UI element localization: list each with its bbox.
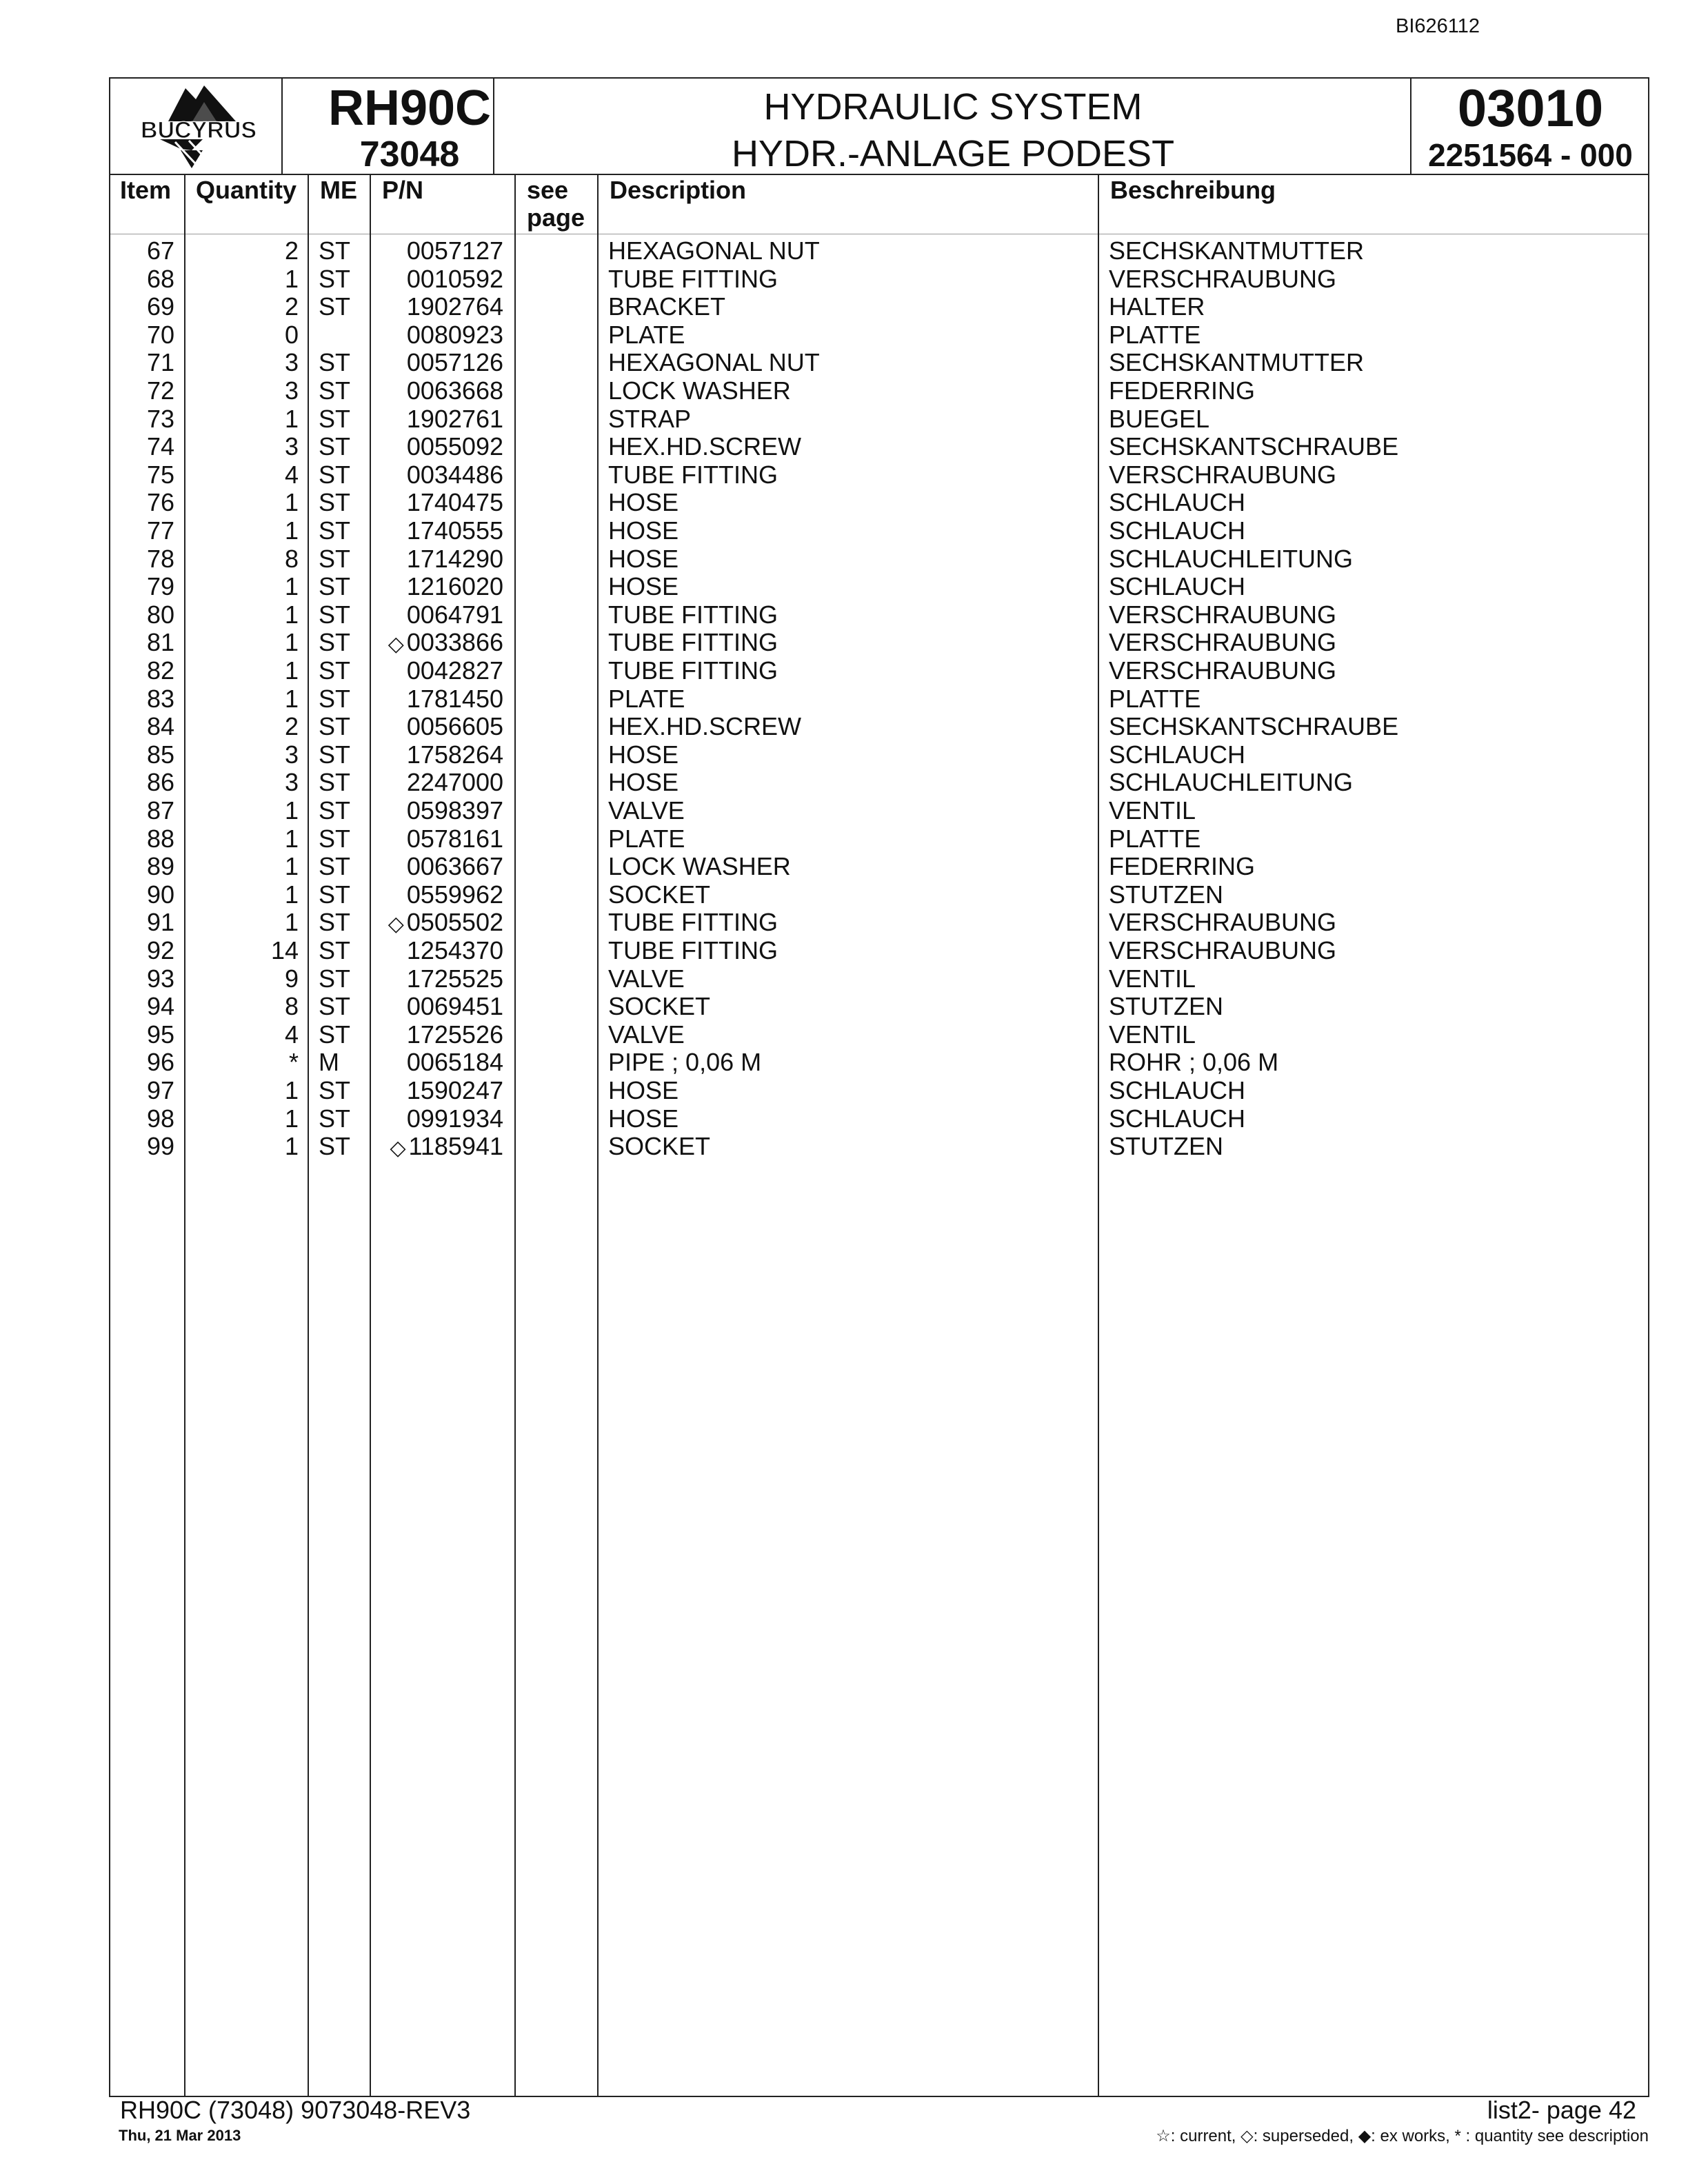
beschreibung-cell: STUTZEN — [1109, 1132, 1223, 1161]
description-cell: LOCK WASHER — [608, 852, 791, 881]
beschreibung-cell: SCHLAUCH — [1109, 1076, 1246, 1104]
table-row — [110, 601, 1648, 629]
item-cell: 90 — [146, 880, 174, 909]
beschreibung-cell: FEDERRING — [1109, 376, 1256, 405]
part-number: 1902764 — [406, 292, 503, 321]
item-cell: 69 — [146, 292, 174, 321]
beschreibung-cell: SCHLAUCH — [1109, 740, 1246, 769]
part-number-cell — [404, 881, 503, 911]
description-cell: TUBE FITTING — [608, 460, 778, 489]
description-cell: STRAP — [608, 404, 692, 433]
table-row — [110, 293, 1648, 321]
unit-cell: ST — [319, 908, 351, 937]
table-row — [110, 713, 1648, 741]
beschreibung-cell: HALTER — [1109, 292, 1205, 321]
item-cell: 77 — [146, 516, 174, 545]
column-header-see: see — [527, 176, 569, 204]
quantity-cell: * — [288, 1048, 299, 1077]
table-row — [110, 797, 1648, 825]
part-number: 0064791 — [406, 600, 503, 629]
unit-cell: ST — [319, 348, 351, 377]
quantity-cell: 1 — [284, 656, 299, 685]
quantity-cell: 8 — [284, 992, 299, 1021]
quantity-cell: 14 — [270, 936, 299, 964]
item-cell: 80 — [146, 600, 174, 629]
item-cell: 75 — [146, 460, 174, 489]
description-cell: HOSE — [608, 572, 679, 601]
table-row — [110, 629, 1648, 657]
footer-date: Thu, 21 Mar 2013 — [119, 2127, 241, 2144]
item-cell: 83 — [146, 684, 174, 713]
part-number-cell — [404, 265, 503, 295]
column-header-me: ME — [320, 176, 357, 204]
part-number: 0559962 — [406, 880, 503, 909]
description-cell: HOSE — [608, 740, 679, 769]
part-number: 0991934 — [406, 1104, 503, 1133]
description-cell: TUBE FITTING — [608, 600, 778, 629]
quantity-cell: 1 — [284, 264, 299, 293]
description-cell: VALVE — [608, 1020, 685, 1049]
footer-document-ref: RH90C (73048) 9073048-REV3 — [120, 2096, 471, 2124]
unit-cell: ST — [319, 292, 351, 321]
unit-cell: ST — [319, 936, 351, 964]
beschreibung-cell: BUEGEL — [1109, 404, 1210, 433]
part-number-cell — [404, 517, 503, 547]
unit-cell: ST — [319, 1104, 351, 1133]
quantity-cell: 1 — [284, 684, 299, 713]
part-number-cell — [404, 405, 503, 435]
part-number: 0055092 — [406, 432, 503, 461]
beschreibung-cell: SCHLAUCH — [1109, 572, 1246, 601]
item-cell: 70 — [146, 320, 174, 349]
table-row — [110, 1133, 1648, 1161]
unit-cell: ST — [319, 880, 351, 909]
part-number-cell — [404, 601, 503, 631]
part-number-cell — [404, 293, 503, 323]
part-number: 0033866 — [406, 628, 503, 657]
item-cell: 91 — [146, 908, 174, 937]
quantity-cell: 3 — [284, 740, 299, 769]
quantity-cell: 3 — [284, 376, 299, 405]
beschreibung-cell: VERSCHRAUBUNG — [1109, 264, 1337, 293]
beschreibung-cell: VERSCHRAUBUNG — [1109, 460, 1337, 489]
unit-cell: ST — [319, 992, 351, 1021]
header-divider — [281, 79, 283, 174]
unit-cell: ST — [319, 656, 351, 685]
description-cell: HOSE — [608, 1104, 679, 1133]
item-cell: 71 — [146, 348, 174, 377]
part-number: 1714290 — [406, 544, 503, 573]
table-row — [110, 769, 1648, 797]
table-row — [110, 1105, 1648, 1133]
part-number-cell — [404, 545, 503, 575]
item-cell: 86 — [146, 768, 174, 797]
table-row — [110, 657, 1648, 685]
description-cell: PLATE — [608, 824, 685, 853]
part-number: 0578161 — [406, 824, 503, 853]
part-number-cell — [404, 461, 503, 491]
unit-cell: ST — [319, 628, 351, 657]
unit-cell: ST — [319, 684, 351, 713]
bucyrus-logo — [120, 81, 277, 171]
beschreibung-cell: SCHLAUCHLEITUNG — [1109, 768, 1354, 797]
item-cell: 98 — [146, 1104, 174, 1133]
beschreibung-cell: VERSCHRAUBUNG — [1109, 656, 1337, 685]
item-cell: 88 — [146, 824, 174, 853]
item-cell: 82 — [146, 656, 174, 685]
title-german: HYDR.-ANLAGE PODEST — [731, 133, 1175, 174]
item-cell: 72 — [146, 376, 174, 405]
table-row — [110, 993, 1648, 1021]
table-row — [110, 825, 1648, 853]
unit-cell: ST — [319, 236, 351, 265]
part-number: 1902761 — [406, 404, 503, 433]
item-cell: 87 — [146, 796, 174, 825]
item-cell: 92 — [146, 936, 174, 964]
part-number-cell — [404, 965, 503, 995]
description-cell: TUBE FITTING — [608, 264, 778, 293]
table-row — [110, 685, 1648, 714]
description-cell: HOSE — [608, 1076, 679, 1104]
beschreibung-cell: SCHLAUCH — [1109, 516, 1246, 545]
quantity-cell: 1 — [284, 572, 299, 601]
part-number-cell — [388, 629, 503, 658]
part-number-cell — [404, 321, 503, 351]
part-number: 0056605 — [406, 712, 503, 741]
quantity-cell: 3 — [284, 348, 299, 377]
description-cell: VALVE — [608, 964, 685, 993]
document-id: BI626112 — [1396, 15, 1480, 37]
part-number-cell — [404, 685, 503, 715]
item-cell: 84 — [146, 712, 174, 741]
item-cell: 95 — [146, 1020, 174, 1049]
table-row — [110, 1021, 1648, 1049]
beschreibung-cell: VENTIL — [1109, 964, 1196, 993]
item-cell: 73 — [146, 404, 174, 433]
column-header-item: Item — [120, 176, 172, 204]
part-number: 0505502 — [406, 908, 503, 937]
description-cell: BRACKET — [608, 292, 726, 321]
part-number: 1216020 — [406, 572, 503, 601]
table-row — [110, 573, 1648, 601]
part-number-cell — [404, 853, 503, 882]
table-row — [110, 909, 1648, 937]
part-number-cell — [404, 237, 503, 267]
description-cell: HOSE — [608, 544, 679, 573]
part-number-cell — [404, 1021, 503, 1051]
model-number: RH90C — [328, 81, 492, 136]
serial-number: 73048 — [359, 134, 460, 174]
part-number: 0042827 — [406, 656, 503, 685]
quantity-cell: 1 — [284, 908, 299, 937]
unit-cell: ST — [319, 404, 351, 433]
part-number: 1185941 — [408, 1132, 503, 1161]
part-number-cell — [404, 349, 503, 378]
part-number: 1725526 — [406, 1020, 503, 1049]
superseded-icon: ◇ — [390, 1137, 406, 1160]
table-row — [110, 377, 1648, 405]
description-cell: TUBE FITTING — [608, 936, 778, 964]
part-reference: 2251564 - 000 — [1428, 137, 1633, 173]
part-number: 0063667 — [406, 852, 503, 881]
description-cell: TUBE FITTING — [608, 656, 778, 685]
table-row — [110, 881, 1648, 909]
table-row — [110, 1049, 1648, 1077]
description-cell: TUBE FITTING — [608, 628, 778, 657]
quantity-cell: 8 — [284, 544, 299, 573]
quantity-cell: 3 — [284, 432, 299, 461]
part-number: 0057126 — [406, 348, 503, 377]
part-number-cell — [390, 1133, 503, 1162]
table-row — [110, 461, 1648, 489]
part-number: 1758264 — [406, 740, 503, 769]
item-cell: 85 — [146, 740, 174, 769]
unit-cell: M — [319, 1048, 339, 1077]
quantity-cell: 1 — [284, 796, 299, 825]
table-row — [110, 349, 1648, 377]
table-row — [110, 965, 1648, 993]
item-cell: 74 — [146, 432, 174, 461]
table-row — [110, 937, 1648, 965]
description-cell: PIPE ; 0,06 M — [608, 1048, 762, 1077]
table-row — [110, 265, 1648, 294]
part-number-cell — [404, 769, 503, 798]
quantity-cell: 1 — [284, 880, 299, 909]
quantity-cell: 1 — [284, 852, 299, 881]
quantity-cell: 1 — [284, 824, 299, 853]
item-cell: 94 — [146, 992, 174, 1021]
item-cell: 68 — [146, 264, 174, 293]
unit-cell: ST — [319, 488, 351, 517]
footer-legend: ☆: current, ◇: superseded, ◆: ex works, * : quantity see description — [1156, 2127, 1649, 2145]
column-header-beschreibung: Beschreibung — [1110, 176, 1276, 204]
part-number-cell — [404, 741, 503, 771]
description-cell: SOCKET — [608, 880, 711, 909]
beschreibung-cell: SECHSKANTSCHRAUBE — [1109, 712, 1399, 741]
table-row — [110, 405, 1648, 434]
column-header-see-page — [527, 176, 585, 232]
description-cell: SOCKET — [608, 992, 711, 1021]
beschreibung-cell: VERSCHRAUBUNG — [1109, 628, 1337, 657]
table-row — [110, 741, 1648, 769]
description-cell: HEX.HD.SCREW — [608, 712, 802, 741]
part-number-cell — [404, 573, 503, 603]
part-number-cell — [404, 1049, 503, 1078]
quantity-cell: 2 — [284, 712, 299, 741]
table-row — [110, 1077, 1648, 1105]
part-number: 1740555 — [406, 516, 503, 545]
beschreibung-cell: VERSCHRAUBUNG — [1109, 600, 1337, 629]
table-row — [110, 517, 1648, 545]
part-number-cell — [404, 433, 503, 463]
part-number: 1254370 — [406, 936, 503, 964]
unit-cell: ST — [319, 740, 351, 769]
beschreibung-cell: PLATTE — [1109, 684, 1201, 713]
part-number-cell — [404, 489, 503, 518]
beschreibung-cell: PLATTE — [1109, 824, 1201, 853]
description-cell: HOSE — [608, 516, 679, 545]
part-number-cell — [404, 1105, 503, 1135]
item-cell: 96 — [146, 1048, 174, 1077]
unit-cell: ST — [319, 768, 351, 797]
description-cell: HEXAGONAL NUT — [608, 236, 820, 265]
beschreibung-cell: VERSCHRAUBUNG — [1109, 936, 1337, 964]
description-cell: PLATE — [608, 320, 685, 349]
table-row — [110, 545, 1648, 574]
description-cell: TUBE FITTING — [608, 908, 778, 937]
part-number-cell — [404, 657, 503, 687]
part-number: 0010592 — [406, 264, 503, 293]
unit-cell: ST — [319, 432, 351, 461]
quantity-cell: 1 — [284, 600, 299, 629]
unit-cell: ST — [319, 572, 351, 601]
item-cell: 89 — [146, 852, 174, 881]
item-cell: 79 — [146, 572, 174, 601]
part-number-cell — [388, 909, 503, 938]
part-number: 2247000 — [406, 768, 503, 797]
column-header-page: page — [527, 203, 585, 232]
part-number: 0080923 — [406, 320, 503, 349]
quantity-cell: 1 — [284, 404, 299, 433]
part-number-cell — [404, 825, 503, 855]
item-cell: 97 — [146, 1076, 174, 1104]
beschreibung-cell: SCHLAUCHLEITUNG — [1109, 544, 1354, 573]
description-cell: SOCKET — [608, 1132, 711, 1161]
beschreibung-cell: STUTZEN — [1109, 880, 1223, 909]
description-cell: HOSE — [608, 768, 679, 797]
quantity-cell: 9 — [284, 964, 299, 993]
beschreibung-cell: FEDERRING — [1109, 852, 1256, 881]
quantity-cell: 1 — [284, 1076, 299, 1104]
part-number: 0057127 — [406, 236, 503, 265]
quantity-cell: 1 — [284, 628, 299, 657]
unit-cell: ST — [319, 796, 351, 825]
unit-cell: ST — [319, 712, 351, 741]
part-number: 1725525 — [406, 964, 503, 993]
description-cell: HEX.HD.SCREW — [608, 432, 802, 461]
description-cell: VALVE — [608, 796, 685, 825]
quantity-cell: 1 — [284, 516, 299, 545]
unit-cell: ST — [319, 1132, 351, 1161]
quantity-cell: 1 — [284, 1104, 299, 1133]
description-cell: PLATE — [608, 684, 685, 713]
unit-cell: ST — [319, 264, 351, 293]
beschreibung-cell: VERSCHRAUBUNG — [1109, 908, 1337, 937]
table-row — [110, 321, 1648, 350]
quantity-cell: 4 — [284, 1020, 299, 1049]
table-row — [110, 237, 1648, 265]
footer-page-number: list2- page 42 — [1487, 2096, 1636, 2124]
quantity-cell: 0 — [284, 320, 299, 349]
unit-cell: ST — [319, 824, 351, 853]
beschreibung-cell: STUTZEN — [1109, 992, 1223, 1021]
beschreibung-cell: SCHLAUCH — [1109, 1104, 1246, 1133]
unit-cell: ST — [319, 1020, 351, 1049]
description-cell: LOCK WASHER — [608, 376, 791, 405]
part-number: 1590247 — [406, 1076, 503, 1104]
quantity-cell: 1 — [284, 1132, 299, 1161]
group-number: 03010 — [1457, 79, 1604, 138]
item-cell: 99 — [146, 1132, 174, 1161]
unit-cell: ST — [319, 964, 351, 993]
description-cell: HEXAGONAL NUT — [608, 348, 820, 377]
part-number: 0065184 — [406, 1048, 503, 1077]
unit-cell: ST — [319, 376, 351, 405]
part-number-cell — [404, 993, 503, 1022]
beschreibung-cell: VENTIL — [1109, 796, 1196, 825]
table-row — [110, 433, 1648, 461]
item-cell: 81 — [146, 628, 174, 657]
beschreibung-cell: VENTIL — [1109, 1020, 1196, 1049]
item-cell: 78 — [146, 544, 174, 573]
column-header-description: Description — [610, 176, 747, 204]
beschreibung-cell: ROHR ; 0,06 M — [1109, 1048, 1279, 1077]
superseded-icon: ◇ — [388, 913, 404, 936]
unit-cell: ST — [319, 516, 351, 545]
table-row — [110, 489, 1648, 517]
item-cell: 67 — [146, 236, 174, 265]
logo-wordmark: BUCYRUS — [140, 117, 257, 143]
beschreibung-cell: PLATTE — [1109, 320, 1201, 349]
column-header-quantity: Quantity — [196, 176, 297, 204]
part-number: 0598397 — [406, 796, 503, 825]
description-cell: HOSE — [608, 488, 679, 517]
part-number: 0034486 — [406, 460, 503, 489]
column-header-pn: P/N — [382, 176, 424, 204]
part-number-cell — [404, 713, 503, 742]
unit-cell: ST — [319, 600, 351, 629]
unit-cell: ST — [319, 1076, 351, 1104]
part-number: 0069451 — [406, 992, 503, 1021]
part-number-cell — [404, 1077, 503, 1106]
beschreibung-cell: SCHLAUCH — [1109, 488, 1246, 517]
unit-cell: ST — [319, 544, 351, 573]
unit-cell: ST — [319, 460, 351, 489]
item-cell: 76 — [146, 488, 174, 517]
unit-cell: ST — [319, 852, 351, 881]
part-number: 0063668 — [406, 376, 503, 405]
beschreibung-cell: SECHSKANTMUTTER — [1109, 348, 1365, 377]
beschreibung-cell: SECHSKANTMUTTER — [1109, 236, 1365, 265]
part-number-cell — [404, 797, 503, 827]
superseded-icon: ◇ — [388, 633, 404, 656]
beschreibung-cell: SECHSKANTSCHRAUBE — [1109, 432, 1399, 461]
item-cell: 93 — [146, 964, 174, 993]
part-number-cell — [404, 377, 503, 407]
quantity-cell: 2 — [284, 292, 299, 321]
quantity-cell: 4 — [284, 460, 299, 489]
quantity-cell: 2 — [284, 236, 299, 265]
parts-list-frame — [109, 77, 1649, 2097]
quantity-cell: 3 — [284, 768, 299, 797]
part-number: 1740475 — [406, 488, 503, 517]
table-row — [110, 853, 1648, 881]
quantity-cell: 1 — [284, 488, 299, 517]
title-english: HYDRAULIC SYSTEM — [763, 86, 1143, 128]
part-number-cell — [404, 937, 503, 967]
part-number: 1781450 — [406, 684, 503, 713]
